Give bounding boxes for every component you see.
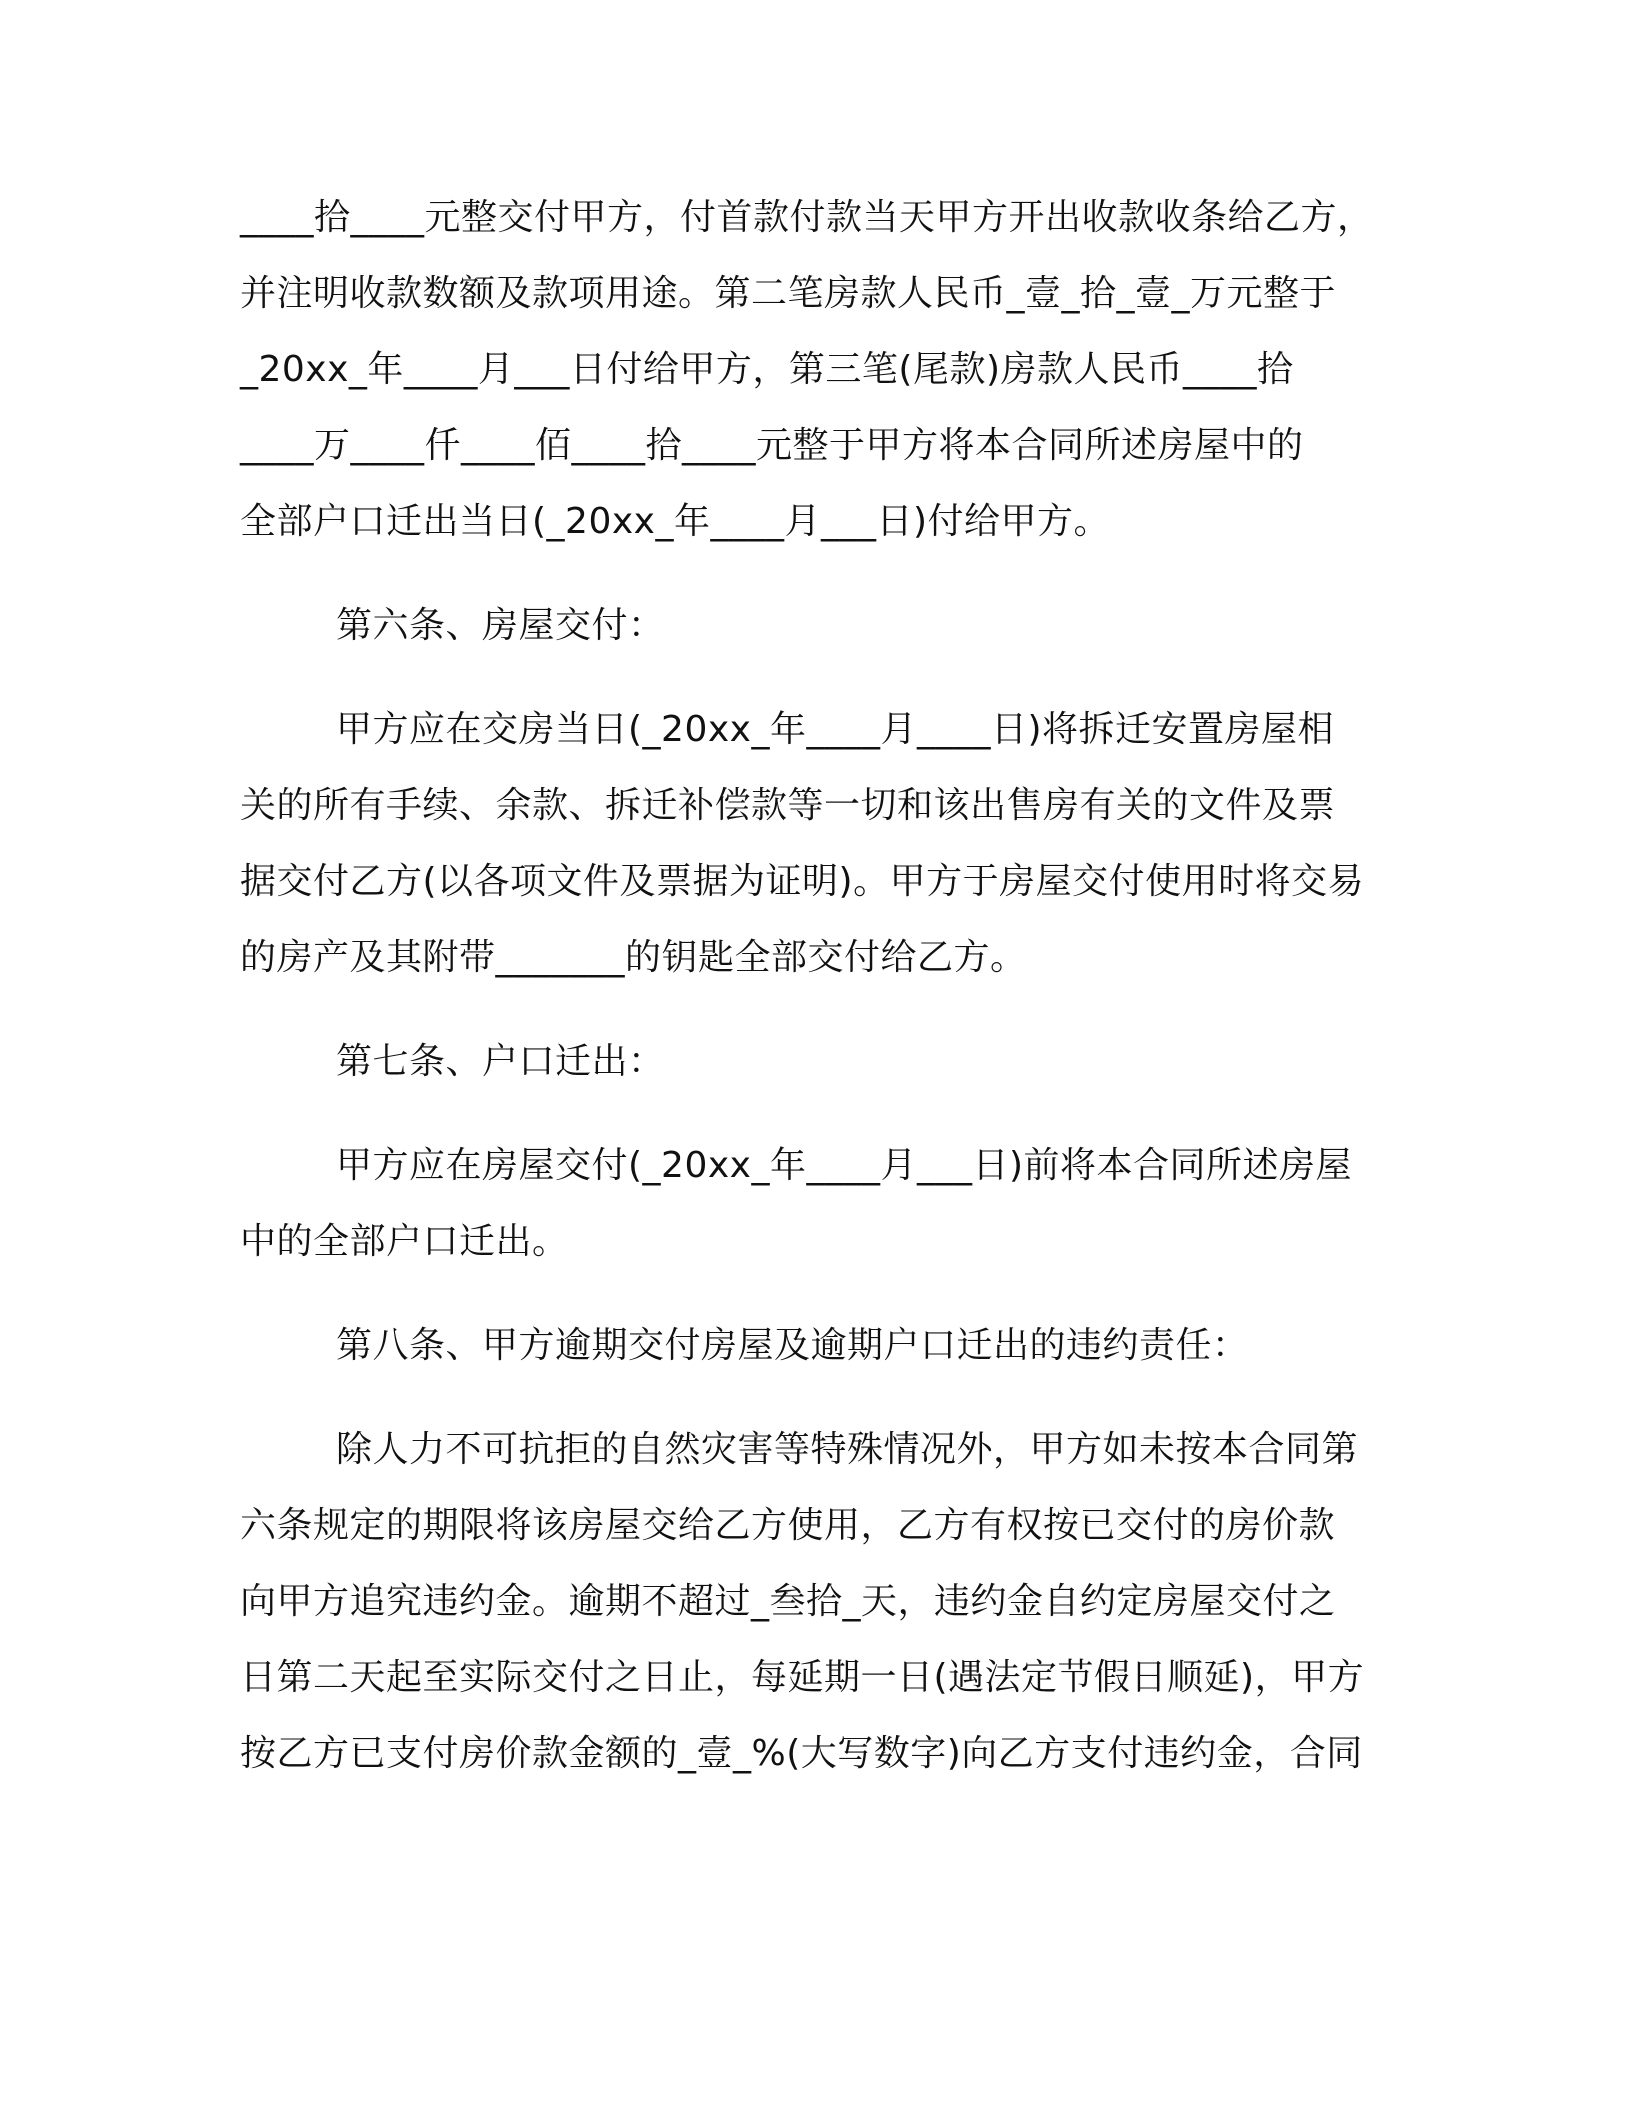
section-heading-7: 第七条、户口迁出： — [336, 1041, 665, 1082]
text-line-1: ____拾____元整交付甲方，付首款付款当天甲方开出收款收条给乙方， — [240, 197, 1374, 238]
text-line-16: 六条规定的期限将该房屋交给乙方使用，乙方有权按已交付的房价款 — [240, 1505, 1336, 1546]
text-line-2: 并注明收款数额及款项用途。第二笔房款人民币_壹_拾_壹_万元整于 — [240, 273, 1337, 314]
text-line-10: 的房产及其附带_______的钥匙全部交付给乙方。 — [240, 937, 1027, 978]
text-line-17: 向甲方追究违约金。逾期不超过_叁拾_天，违约金自约定房屋交付之 — [240, 1581, 1336, 1622]
text-line-18: 日第二天起至实际交付之日止，每延期一日(遇法定节假日顺延)，甲方 — [240, 1657, 1365, 1698]
section-heading-8: 第八条、甲方逾期交付房屋及逾期户口迁出的违约责任： — [336, 1325, 1249, 1366]
section-heading-6: 第六条、房屋交付： — [336, 605, 665, 646]
text-line-5: 全部户口迁出当日(_20xx_年____月___日)付给甲方。 — [240, 501, 1111, 542]
text-line-12: 甲方应在房屋交付(_20xx_年____月___日)前将本合同所述房屋 — [336, 1145, 1353, 1186]
text-line-3: _20xx_年____月___日付给甲方，第三笔(尾款)房款人民币____拾 — [240, 349, 1294, 390]
text-line-19: 按乙方已支付房价款金额的_壹_%(大写数字)向乙方支付违约金，合同 — [240, 1733, 1363, 1774]
text-line-7: 甲方应在交房当日(_20xx_年____月____日)将拆迁安置房屋相 — [336, 709, 1335, 750]
text-line-13: 中的全部户口迁出。 — [240, 1221, 569, 1262]
text-line-9: 据交付乙方(以各项文件及票据为证明)。甲方于房屋交付使用时将交易 — [240, 861, 1365, 902]
text-line-8: 关的所有手续、余款、拆迁补偿款等一切和该出售房有关的文件及票 — [240, 785, 1336, 826]
text-line-15: 除人力不可抗拒的自然灾害等特殊情况外，甲方如未按本合同第 — [336, 1429, 1359, 1470]
text-line-4: ____万____仟____佰____拾____元整于甲方将本合同所述房屋中的 — [240, 425, 1304, 466]
